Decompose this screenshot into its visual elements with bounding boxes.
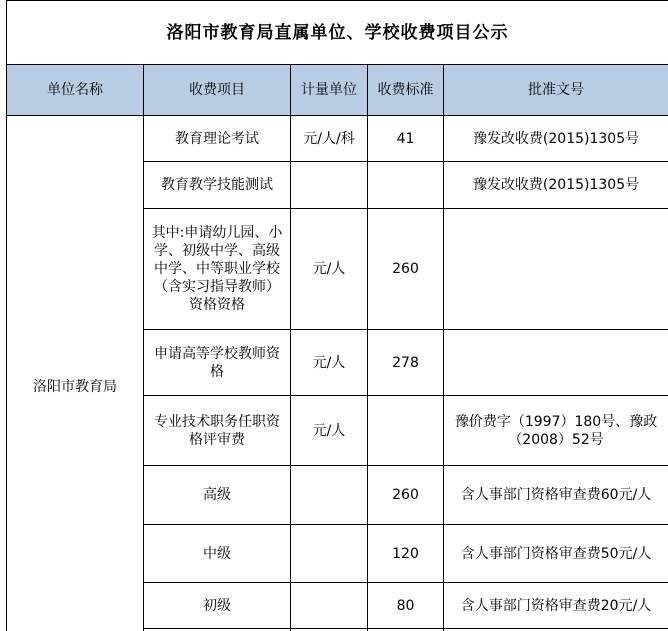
measure-unit-cell: 元/人/科 — [291, 116, 368, 162]
measure-unit-cell — [291, 525, 368, 583]
approval-number-cell: 豫发改收费(2015)1305号 — [444, 116, 668, 162]
fee-item-cell: 专业技术职务任职资格评审费 — [144, 396, 291, 466]
measure-unit-cell: 元/人 — [291, 330, 368, 396]
approval-number-cell: 含人事部门资格审查费60元/人 — [444, 466, 668, 525]
approval-number-cell: 含人事部门资格审查费50元/人 — [444, 525, 668, 583]
fee-standard-cell: 41 — [368, 116, 444, 162]
fee-standard-cell — [368, 396, 444, 466]
header-fee-standard: 收费标准 — [368, 65, 444, 116]
fee-item-cell: 教育理论考试 — [144, 116, 291, 162]
fee-item-cell: 高级 — [144, 466, 291, 525]
measure-unit-cell: 元/人 — [291, 396, 368, 466]
measure-unit-cell: 元/人 — [291, 209, 368, 330]
header-approval-number: 批准文号 — [444, 65, 668, 116]
table-title: 洛阳市教育局直属单位、学校收费项目公示 — [7, 1, 668, 65]
approval-number-cell: 豫发改收费(2015)1305号 — [444, 162, 668, 209]
fee-item-cell: 申请高等学校教师资格 — [144, 330, 291, 396]
header-unit-name: 单位名称 — [7, 65, 144, 116]
measure-unit-cell — [291, 466, 368, 525]
fee-standard-cell: 120 — [368, 525, 444, 583]
fee-item-cell: 初级 — [144, 583, 291, 629]
header-row — [7, 65, 668, 116]
fee-standard-cell — [368, 162, 444, 209]
fee-item-cell: 教育教学技能测试 — [144, 162, 291, 209]
fee-table-sheet — [6, 0, 668, 631]
unit-name-cell: 洛阳市教育局 — [7, 116, 144, 631]
fee-standard-cell: 278 — [368, 330, 444, 396]
measure-unit-cell — [291, 162, 368, 209]
title-row — [7, 1, 668, 65]
approval-number-cell: 豫价费字（1997）180号、豫政（2008）52号 — [444, 396, 668, 466]
header-fee-item: 收费项目 — [144, 65, 291, 116]
measure-unit-cell — [291, 583, 368, 629]
fee-standard-cell: 260 — [368, 466, 444, 525]
fee-standard-cell: 80 — [368, 583, 444, 629]
fee-item-cell: 中级 — [144, 525, 291, 583]
header-measure-unit: 计量单位 — [291, 65, 368, 116]
approval-number-cell — [444, 209, 668, 330]
fee-standard-cell: 260 — [368, 209, 444, 330]
fee-item-cell: 其中:申请幼儿园、小学、初级中学、高级中学、中等职业学校（含实习指导教师）资格资格 — [144, 209, 291, 330]
approval-number-cell — [444, 330, 668, 396]
approval-number-cell: 含人事部门资格审查费20元/人 — [444, 583, 668, 629]
fee-table — [6, 0, 668, 631]
table-row — [7, 116, 668, 162]
